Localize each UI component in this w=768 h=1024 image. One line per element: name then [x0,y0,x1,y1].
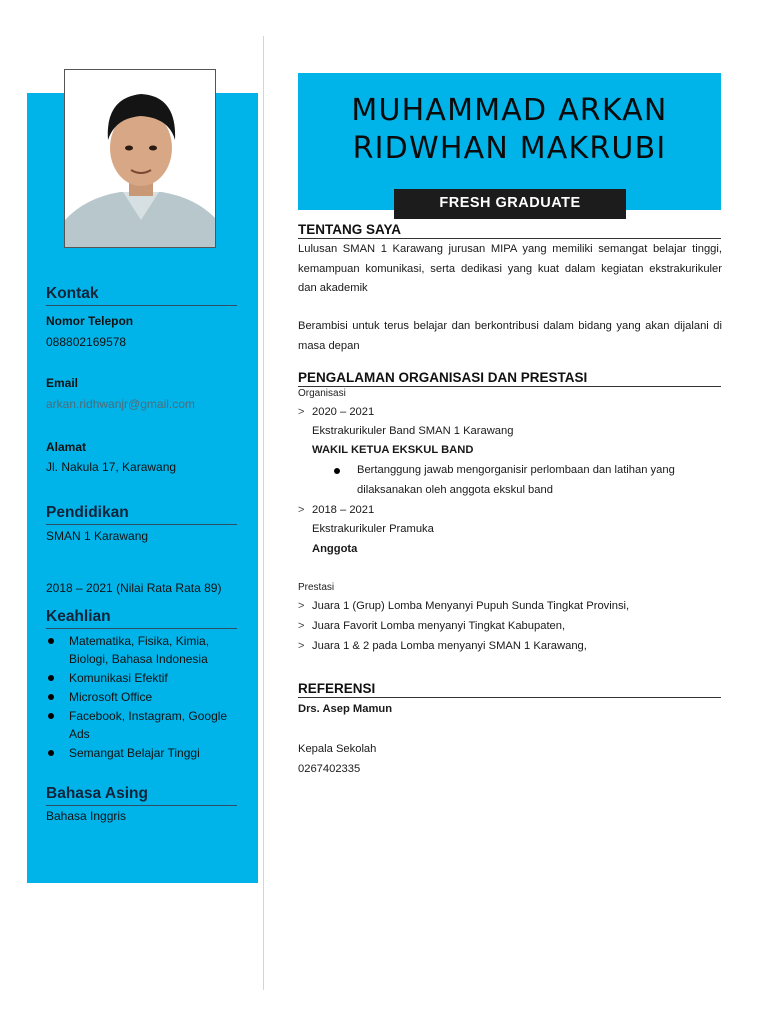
about-heading: TENTANG SAYA [298,221,721,239]
phone-label: Nomor Telepon [46,314,134,328]
achievement-item: Juara 1 (Grup) Lomba Menyanyi Pupuh Sunda Tingkat Provinsi, [312,600,630,612]
achievement-label: Prestasi [298,582,335,593]
address-label: Alamat [46,440,87,454]
education-section [46,504,237,525]
chevron-right-icon: > [298,504,305,516]
org-period: 2018 – 2021 [312,504,375,516]
organisation-label: Organisasi [298,388,346,399]
skills-list [46,632,246,763]
achievement-item: Juara Favorit Lomba menyanyi Tingkat Kabupaten, [312,620,566,632]
about-paragraph-2: Berambisi untuk terus belajar dan berkontribusi dalam bidang yang akan dijalani di masa depan [298,320,722,352]
contact-section [46,285,237,306]
language-value: Bahasa Inggris [46,809,127,823]
org-name: Ekstrakurikuler Band SMAN 1 Karawang [312,425,514,437]
education-heading: Pendidikan [46,504,237,525]
language-heading: Bahasa Asing [46,785,237,806]
contact-heading: Kontak [46,285,237,306]
skills-section [46,608,237,629]
skills-heading: Keahlian [46,608,237,629]
phone-value: 088802169578 [46,335,127,349]
chevron-right-icon: > [298,640,305,652]
org-name: Ekstrakurikuler Pramuka [312,523,434,535]
reference-position: Kepala Sekolah [298,743,377,755]
bullet-icon [334,468,340,474]
org-role: Anggota [312,543,358,555]
reference-name: Drs. Asep Mamun [298,703,393,715]
profile-photo [64,69,216,248]
full-name [298,92,721,168]
skill-item: Semangat Belajar Tinggi [46,744,246,762]
chevron-right-icon: > [298,620,305,632]
skill-item: Facebook, Instagram, Google Ads [46,707,242,743]
org-period: 2020 – 2021 [312,406,375,418]
skill-item: Microsoft Office [46,688,246,706]
email-label: Email [46,376,79,390]
skill-item: Matematika, Fisika, Kimia, Biologi, Bahasa Indonesia [46,632,228,668]
reference-phone: 0267402335 [298,763,361,775]
reference-heading: REFERENSI [298,680,721,698]
education-period: 2018 – 2021 (Nilai Rata Rata 89) [46,581,222,595]
page-divider [263,36,264,990]
profile-photo-illustration [65,70,216,248]
experience-heading: PENGALAMAN ORGANISASI DAN PRESTASI [298,369,721,387]
chevron-right-icon: > [298,406,305,418]
org-role: WAKIL KETUA EKSKUL BAND [312,444,474,456]
about-paragraph-1: Lulusan SMAN 1 Karawang jurusan MIPA yang memiliki semangat belajar tinggi, kemampuan komunikasi, serta dedikasi yang kuat dalam kegiatan ekstrakurikuler dan akademik [298,243,722,294]
org-duty-line-1: Bertanggung jawab mengorganisir perlombaan dan latihan yang [357,464,675,476]
language-section [46,785,237,806]
name-line-2: RIDWHAN MAKRUBI [352,131,667,166]
achievement-item: Juara 1 & 2 pada Lomba menyanyi SMAN 1 Karawang, [312,640,587,652]
skill-item: Komunikasi Efektif [46,669,246,687]
education-school: SMAN 1 Karawang [46,529,149,543]
org-duty-line-2: dilaksanakan oleh anggota ekskul band [357,484,553,496]
email-link[interactable]: arkan.ridhwanjr@gmail.com [46,397,195,411]
name-line-1: MUHAMMAD ARKAN [351,93,668,128]
role-badge: FRESH GRADUATE [394,189,626,219]
chevron-right-icon: > [298,600,305,612]
address-value: Jl. Nakula 17, Karawang [46,460,177,474]
